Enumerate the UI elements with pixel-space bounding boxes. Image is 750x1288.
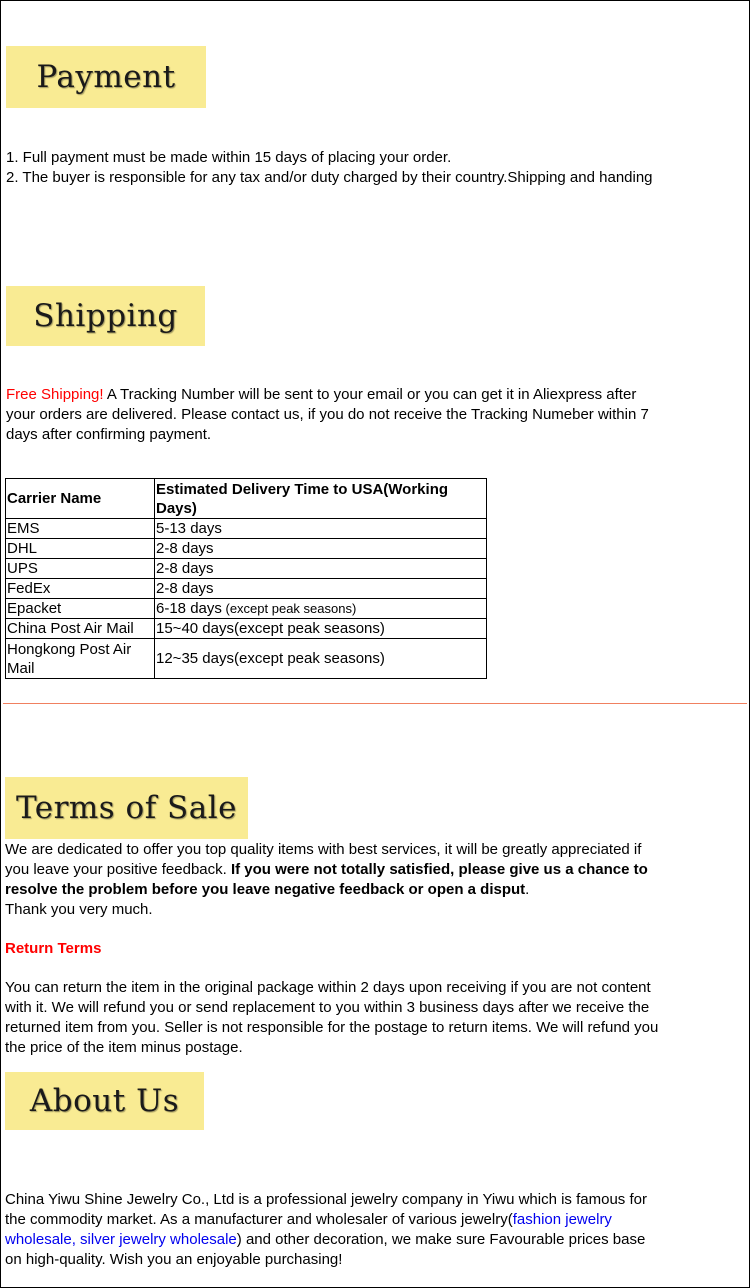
terms-feedback [5,860,673,900]
table-row [6,539,487,559]
terms-bold-text: If you were not totally satisfied, please give us a chance to resolve the problem before you leave negative feedback or open a disput [5,861,648,898]
time-cell: 2-8 days [155,539,487,559]
shipping-info [6,385,686,445]
shipping-heading: Shipping [33,298,178,334]
payment-terms [6,148,726,188]
terms-banner [5,777,248,839]
shipping-banner [6,286,205,346]
table-row [6,559,487,579]
time-cell: 2-8 days [155,559,487,579]
payment-heading: Payment [36,59,176,95]
payment-line-2: 2. The buyer is responsible for any tax and/or duty charged by their country.Shipping and handing [6,169,653,186]
time-value: 6-18 days [156,600,222,617]
time-cell: 2-8 days [155,579,487,599]
shipping-text-1: A Tracking Number will be sent to your email or you can get it in Aliexpress after [103,386,637,403]
shipping-text-2: your orders are delivered. Please contact us, if you do not receive the Tracking Numeber within 7 [6,406,649,423]
table-row [6,639,487,679]
about-text-start: China Yiwu Shine Jewelry Co., Ltd is a professional jewelry company in Yiwu which is famous for the commodity market. As a manufacturer and wholesaler of various jewelry( [5,1191,647,1228]
table-row [6,519,487,539]
about-text-end: ) and other decoration, we make sure Favourable prices base on high-quality. Wish you an enjoyable purchasing! [5,1231,646,1268]
payment-line-1: 1. Full payment must be made within 15 days of placing your order. [6,149,452,166]
time-cell: 15~40 days(except peak seasons) [155,619,487,639]
carrier-cell: Epacket [6,599,155,619]
terms-end: . [525,881,530,898]
terms-thanks: Thank you very much. [5,901,153,918]
table-header-row [6,479,487,519]
time-cell: 5-13 days [155,519,487,539]
about-text [5,1190,663,1270]
carrier-cell: DHL [6,539,155,559]
table-row [6,579,487,599]
carrier-cell: China Post Air Mail [6,619,155,639]
time-cell: 12~35 days(except peak seasons) [155,639,487,679]
header-delivery-time: Estimated Delivery Time to USA(Working Days) [155,479,487,519]
terms-line-1: We are dedicated to offer you top quality items with best services, it will be greatly appreciated if [5,841,642,858]
terms-text [5,840,673,920]
shipping-table [5,478,487,679]
shipping-text-3: days after confirming payment. [6,426,212,443]
time-cell [155,599,487,619]
return-terms-text: You can return the item in the original package within 2 days upon receiving if you are not content with it. We will refund you or send replacement to you within 3 business days after we receive the returned item from you. Seller is not responsible for the postage to return items. We will refund you the price of the item minus postage. [5,979,659,1056]
terms-heading: Terms of Sale [15,790,238,826]
section-divider [3,703,747,704]
carrier-cell: FedEx [6,579,155,599]
terms-line-2: you leave your positive feedback. [5,861,231,878]
time-note: (except peak seasons) [221,601,357,616]
carrier-cell: UPS [6,559,155,579]
table-row [6,619,487,639]
about-banner [5,1072,204,1130]
free-shipping-label: Free Shipping! [6,386,104,403]
about-heading: About Us [29,1083,180,1119]
carrier-cell: EMS [6,519,155,539]
return-terms-heading: Return Terms [5,940,102,957]
table-row [6,599,487,619]
header-carrier: Carrier Name [6,479,155,519]
payment-banner [6,46,206,108]
jewelry-wholesale-link[interactable]: fashion jewelry wholesale, silver jewelry wholesale [5,1211,612,1248]
carrier-cell: Hongkong Post Air Mail [6,639,155,679]
